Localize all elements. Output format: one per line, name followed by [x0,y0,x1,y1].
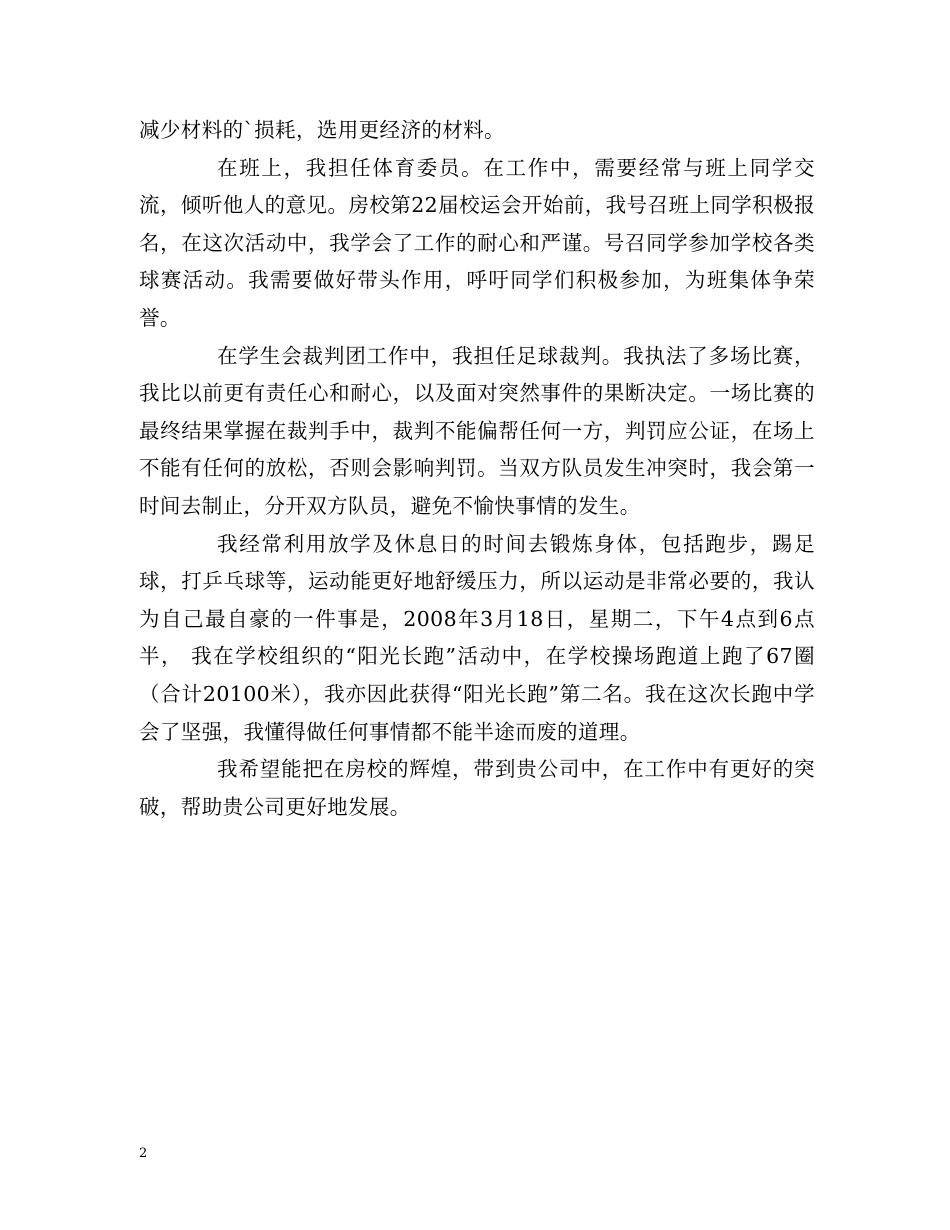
document-body [139,112,815,826]
paragraph-continuation: 减少材料的`损耗，选用更经济的材料。 [139,118,505,142]
paragraph-referee-role: 在学生会裁判团工作中，我担任足球裁判。我执法了多场比赛，我比以前更有责任心和耐心，以及面对突然事件的果断决定。一场比赛的最终结果掌握在裁判手中，裁判不能偏帮任何一方，判罚应公证，在场上不能有任何的放松，否则会影响判罚。当双方队员发生冲突时，我会第一时间去制止，分开双方队员，避免不愉快事情的发生。 [139,343,815,518]
page-number: 2 [139,1146,148,1161]
paragraph-sports-activity: 我经常利用放学及休息日的时间去锻炼身体，包括跑步，踢足球，打乒乓球等，运动能更好地舒缓压力，所以运动是非常必要的，我认为自己最自豪的一件事是，2008年3月18日，星期二，下午4点到6点半， 我在学校组织的“阳光长跑”活动中，在学校操场跑道上跑了67圈（合计20100米），我亦因此获得“阳光长跑”第二名。我在这次长跑中学会了坚强，我懂得做任何事情都不能半途而废的道理。 [139,531,815,744]
paragraph-closing: 我希望能把在房校的辉煌，带到贵公司中，在工作中有更好的突破，帮助贵公司更好地发展。 [139,757,815,819]
paragraph-class-role: 在班上，我担任体育委员。在工作中，需要经常与班上同学交流，倾听他人的意见。房校第22届校运会开始前，我号召班上同学积极报名，在这次活动中，我学会了工作的耐心和严谨。号召同学参加学校各类球赛活动。我需要做好带头作用，呼吁同学们积极参加，为班集体争荣誉。 [139,155,815,330]
